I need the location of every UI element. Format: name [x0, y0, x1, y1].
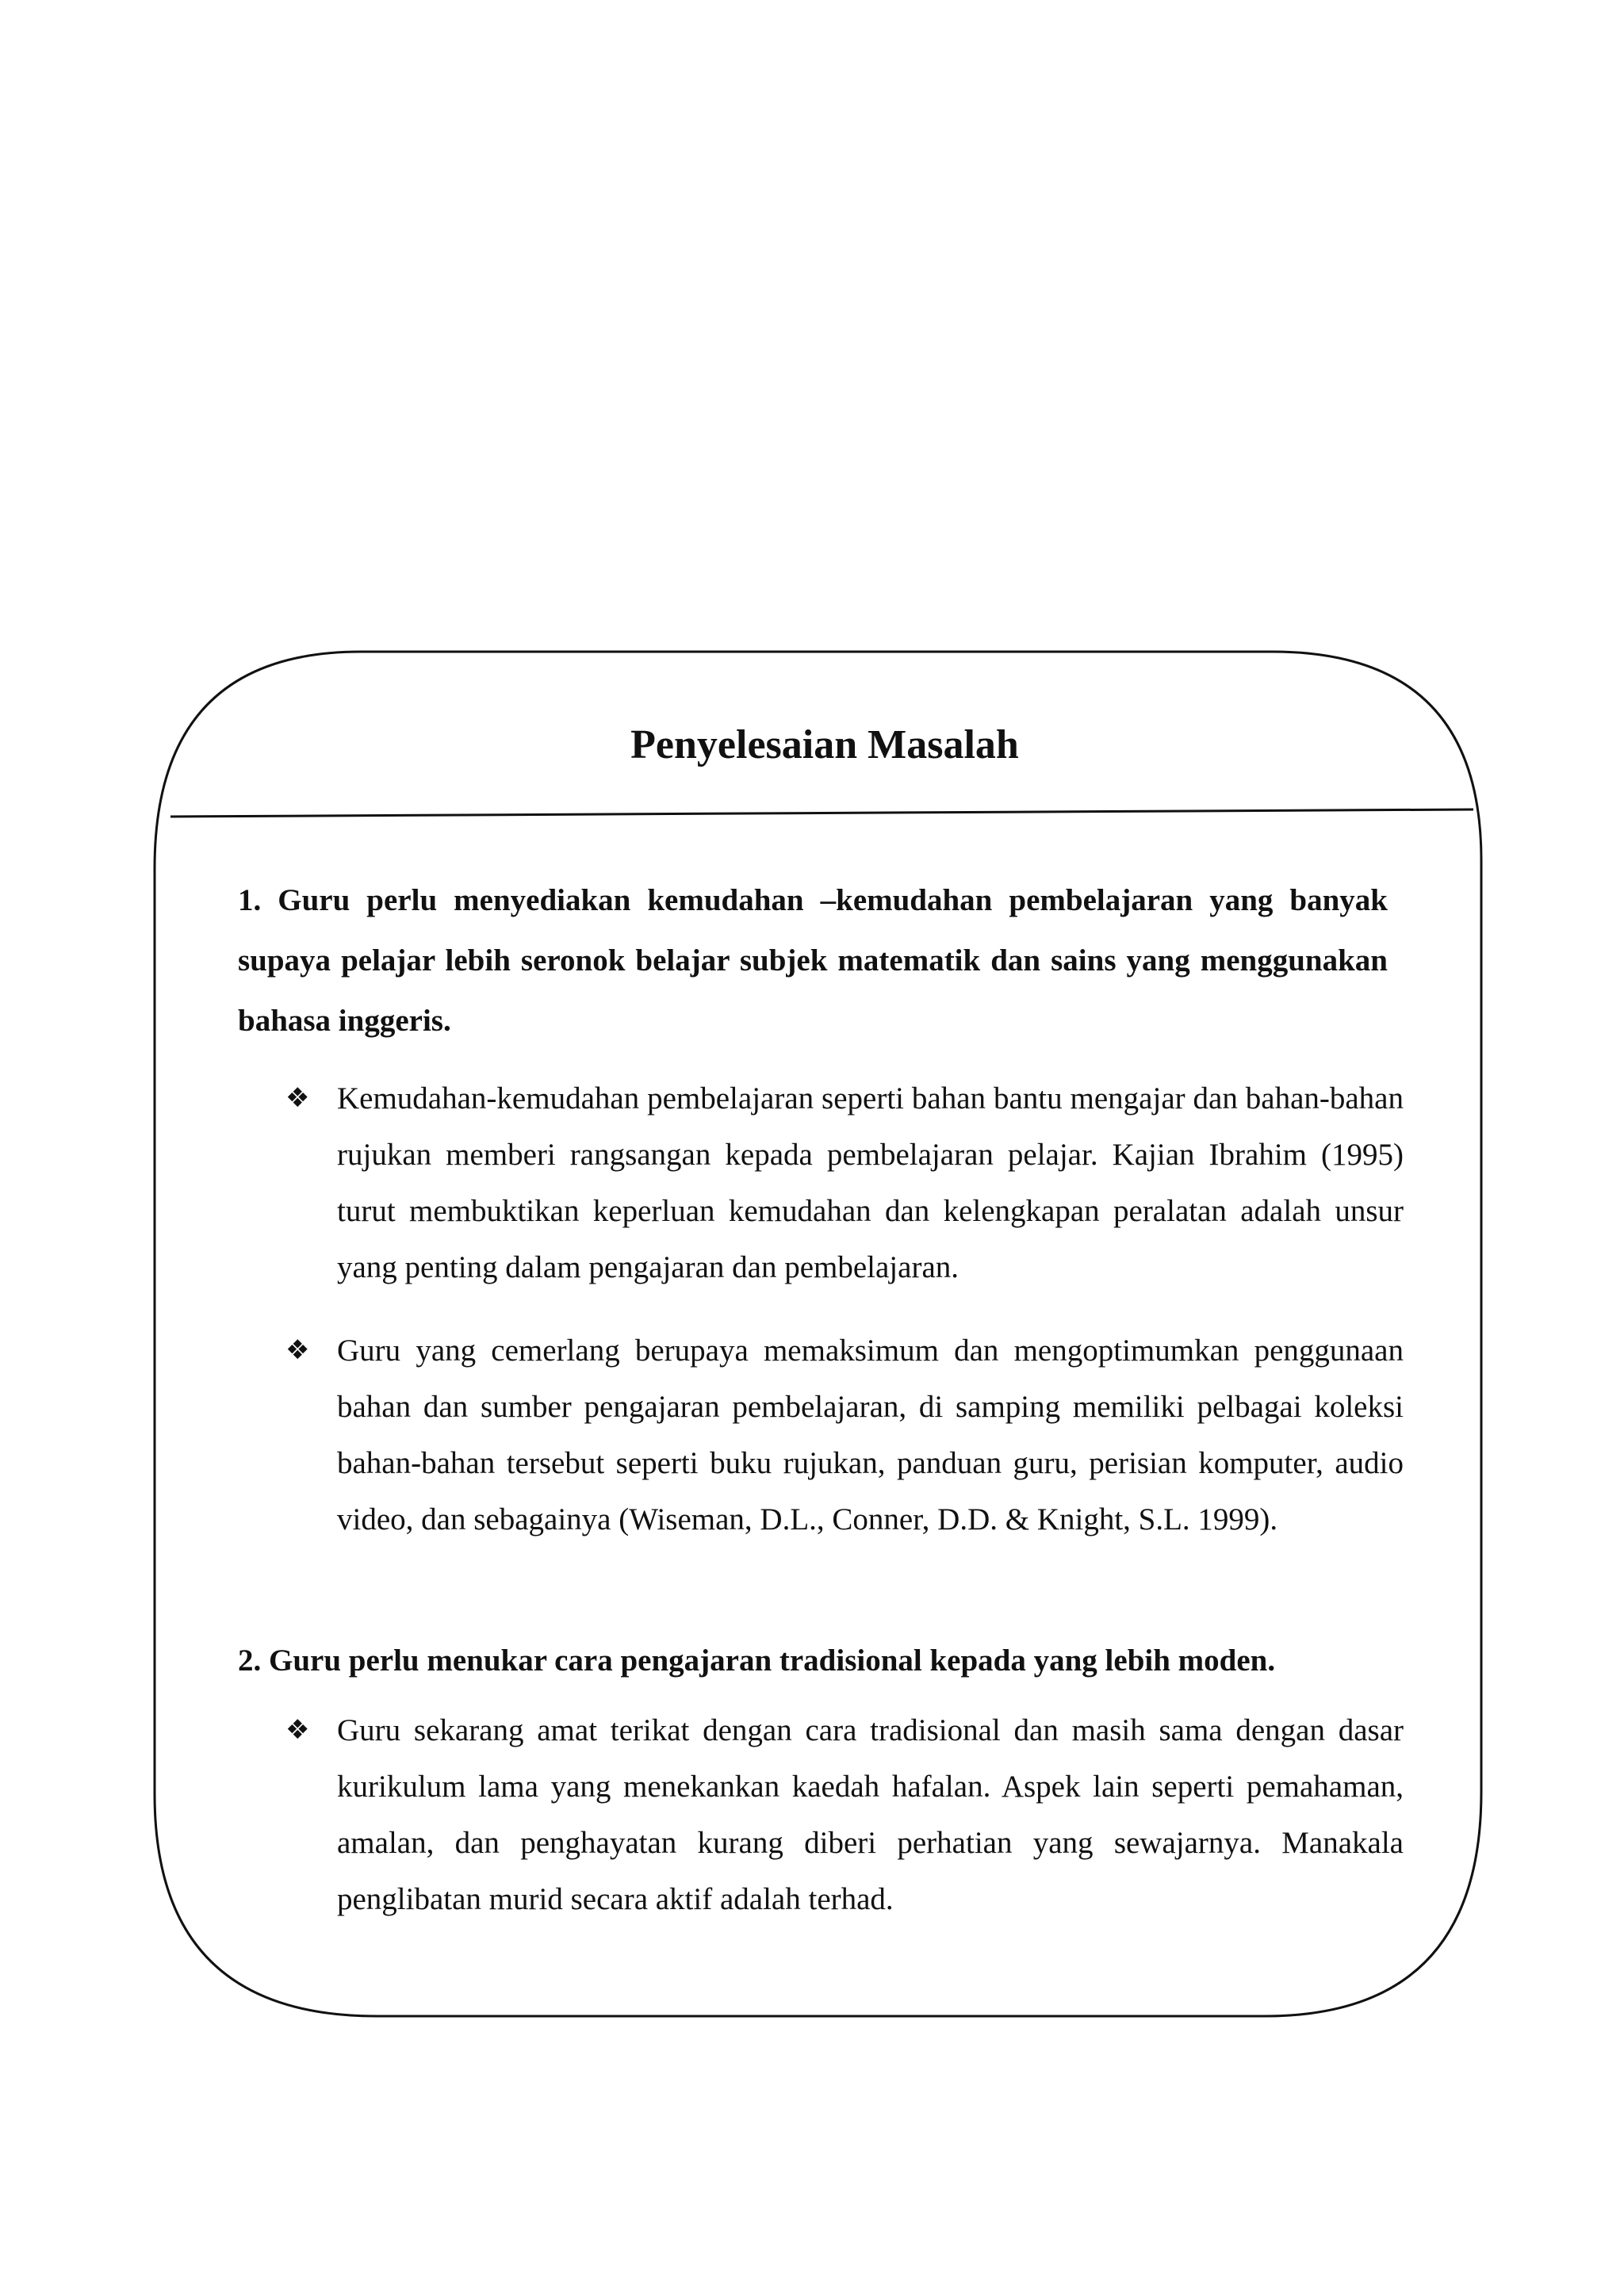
bullet-item: [285, 1702, 1404, 1927]
title-divider: [170, 809, 1473, 817]
diamond-bullet-icon: ❖: [285, 1334, 310, 1366]
section-heading-2: 2. Guru perlu menukar cara pengajaran tradisional kepada yang lebih moden.: [238, 1644, 1276, 1678]
diamond-bullet-icon: ❖: [285, 1714, 310, 1746]
bullet-text: Guru yang cemerlang berupaya memaksimum dan mengoptimumkan penggunaan bahan dan sumber pengajaran pembelajaran, di samping memiliki pelbagai koleksi bahan-bahan tersebut seperti buku rujukan, panduan guru, perisian komputer, audio video, dan sebagainya (Wiseman, D.L., Conner, D.D. & Knight, S.L. 1999).: [337, 1334, 1404, 1536]
section-heading-1: 1. Guru perlu menyediakan kemudahan –kemudahan pembelajaran yang banyak supaya pelajar lebih seronok belajar subjek matematik dan sains yang menggunakan bahasa inggeris.: [238, 883, 1388, 1038]
bullet-text: Guru sekarang amat terikat dengan cara tradisional dan masih sama dengan dasar kurikulum lama yang menekankan kaedah hafalan. Aspek lain seperti pemahaman, amalan, dan penghayatan kurang diberi perhatian yang sewajarnya. Manakala penglibatan murid secara aktif adalah terhad.: [337, 1713, 1404, 1916]
diamond-bullet-icon: ❖: [285, 1082, 310, 1114]
bullet-item: [285, 1070, 1404, 1295]
page-title: Penyelesaian Masalah: [630, 722, 1019, 767]
bullet-item: [285, 1322, 1404, 1548]
bullet-text: Kemudahan-kemudahan pembelajaran seperti bahan bantu mengajar dan bahan-bahan rujukan memberi rangsangan kepada pembelajaran pelajar. Kajian Ibrahim (1995) turut membuktikan keperluan kemudahan dan kelengkapan peralatan adalah unsur yang penting dalam pengajaran dan pembelajaran.: [337, 1081, 1404, 1284]
